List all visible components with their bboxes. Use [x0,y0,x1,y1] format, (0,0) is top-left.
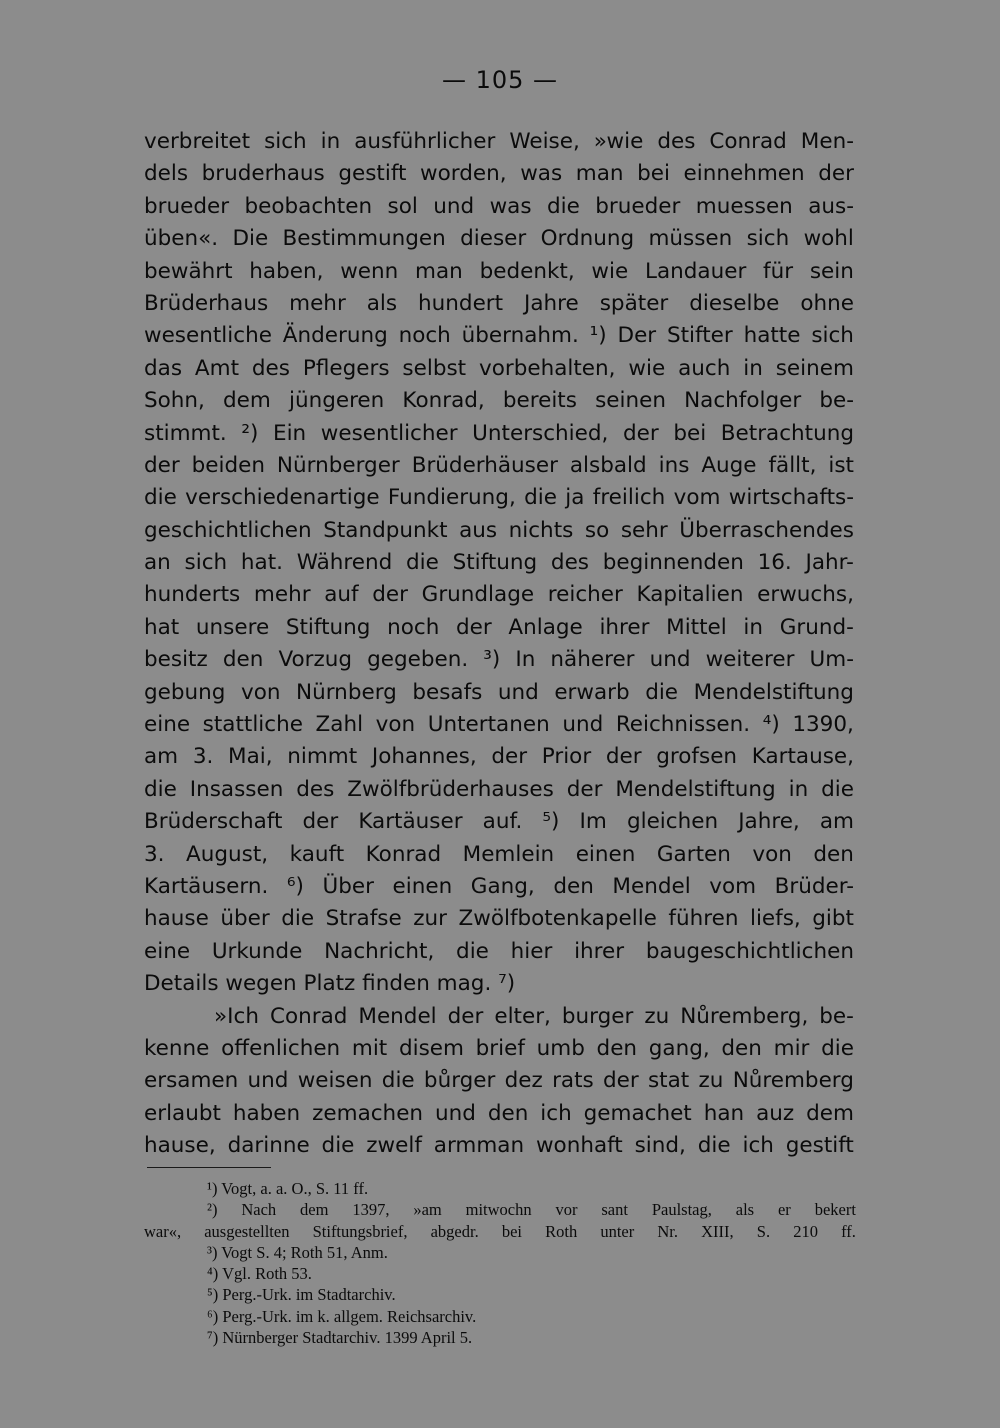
text-line: stimmt. ²) Ein wesentlicher Unterschied, der bei Betrachtung [144,420,854,446]
page-number: — 105 — [441,66,559,94]
footnote: ³) Vogt S. 4; Roth 51, Anm. [207,1242,388,1262]
text-line: eine stattliche Zahl von Untertanen und Reichnissen. ⁴) 1390, [144,712,854,738]
text-line: »Ich Conrad Mendel der elter, burger zu Nůremberg, be- [214,1003,854,1029]
text-line: kenne offenlichen mit disem brief umb den gang, den mir die [144,1035,854,1061]
text-line: gebung von Nürnberg besafs und erwarb die Mendelstiftung [144,679,854,705]
text-line: der beiden Nürnberger Brüderhäuser alsbald ins Auge fällt, ist [144,452,854,478]
footnote: ¹) Vogt, a. a. O., S. 11 ff. [207,1179,369,1198]
body-text [144,126,854,1163]
text-line: dels bruderhaus gestift worden, was man bei einnehmen der [144,161,854,187]
text-line: erlaubt haben zemachen und den ich gemachet han auz dem [144,1100,854,1126]
footnotes [144,1178,856,1348]
footnote-divider [147,1167,271,1168]
text-line: geschichtlichen Standpunkt aus nichts so sehr Überraschendes [144,517,854,543]
text-line: Brüderschaft der Kartäuser auf. ⁵) Im gleichen Jahre, am [144,809,854,835]
text-line: Details wegen Platz finden mag. ⁷) [144,971,516,997]
text-line: hause über die Strafse zur Zwölfbotenkapelle führen liefs, gibt [144,906,854,932]
text-line: 3. August, kauft Konrad Memlein einen Garten von den [144,841,854,867]
text-line: an sich hat. Während die Stiftung des beginnenden 16. Jahr- [144,550,854,576]
footnote: ²) Nach dem 1397, »am mitwochn vor sant Paulstag, als er bekert [207,1200,856,1220]
text-line: hause, darinne die zwelf armman wonhaft sind, die ich gestift [144,1133,854,1159]
footnote: war«, ausgestellten Stiftungsbrief, abgedr. bei Roth unter Nr. XIII, S. 210 ff. [144,1221,856,1241]
text-line: verbreitet sich in ausführlicher Weise, »wie des Conrad Men- [144,129,854,154]
text-line: eine Urkunde Nachricht, die hier ihrer baugeschichtlichen [144,938,854,964]
text-line: das Amt des Pflegers selbst vorbehalten, wie auch in seinem [144,355,854,381]
footnote: ⁷) Nürnberger Stadtarchiv. 1399 April 5. [207,1328,473,1348]
text-line: wesentliche Änderung noch übernahm. ¹) Der Stifter hatte sich [144,323,854,349]
text-line: üben«. Die Bestimmungen dieser Ordnung müssen sich wohl [144,226,854,252]
text-line: die Insassen des Zwölfbrüderhauses der Mendelstiftung in die [144,776,854,802]
text-line: ersamen und weisen die bůrger dez rats der stat zu Nůremberg [144,1068,854,1094]
footnote: ⁴) Vgl. Roth 53. [207,1264,312,1284]
text-line: hat unsere Stiftung noch der Anlage ihrer Mittel in Grund- [144,614,854,640]
text-line: Sohn, dem jüngeren Konrad, bereits seinen Nachfolger be- [144,388,854,414]
text-line: brueder beobachten sol und was die brueder muessen aus- [144,193,854,219]
footnote: ⁵) Perg.-Urk. im Stadtarchiv. [207,1285,396,1305]
text-line: Brüderhaus mehr als hundert Jahre später dieselbe ohne [144,290,854,316]
text-line: besitz den Vorzug gegeben. ³) In näherer und weiterer Um- [144,647,854,673]
text-line: am 3. Mai, nimmt Johannes, der Prior der grofsen Kartause, [144,744,854,770]
footnote: ⁶) Perg.-Urk. im k. allgem. Reichsarchiv. [207,1306,477,1326]
text-line: hunderts mehr auf der Grundlage reicher Kapitalien erwuchs, [144,582,854,608]
text-line: die verschiedenartige Fundierung, die ja freilich vom wirtschafts- [144,485,854,511]
text-line: bewährt haben, wenn man bedenkt, wie Landauer für sein [144,258,854,284]
text-line: Kartäusern. ⁶) Über einen Gang, den Mendel vom Brüder- [144,873,854,899]
